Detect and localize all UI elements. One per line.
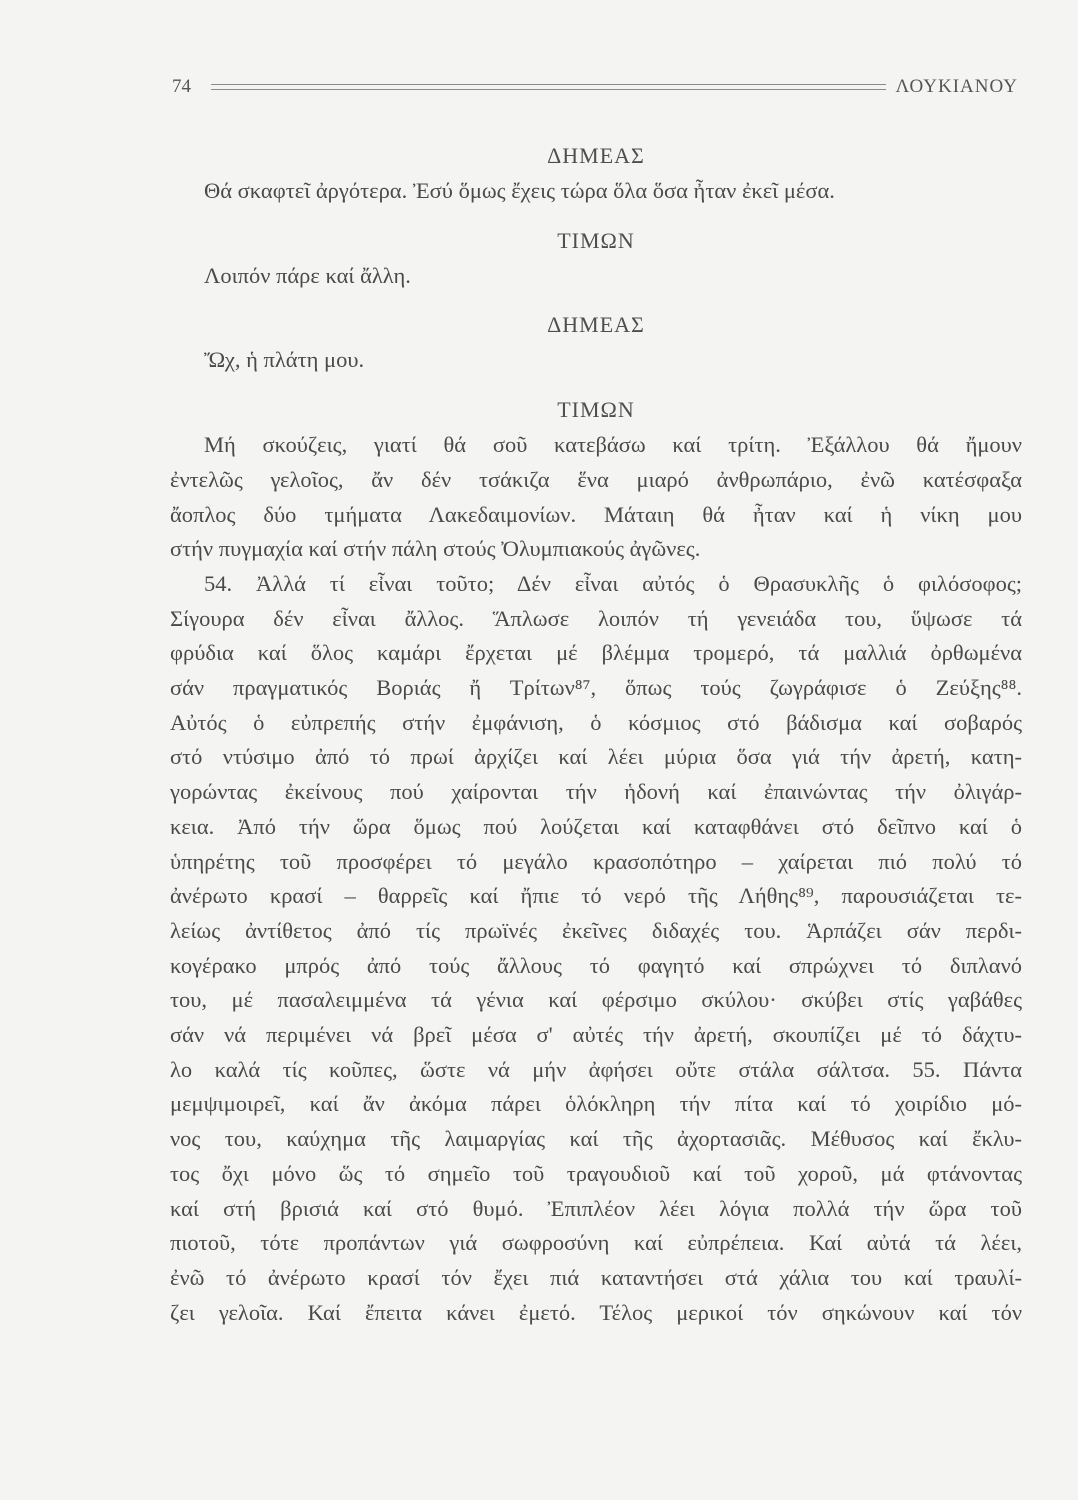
running-title: ΛΟΥΚΙΑΝΟΥ xyxy=(895,76,1018,97)
text-line: λο καλά τίς κοῦπες, ὥστε νά μήν ἀφήσει οὔτε στάλα σάλτσα. 55. Πάντα xyxy=(170,1056,1022,1082)
text-line: στήν πυγμαχία καί στήν πάλη στούς Ὀλυμπιακούς ἀγῶνες. xyxy=(170,536,701,562)
header-rule xyxy=(211,84,886,90)
running-head xyxy=(172,72,1018,102)
text-line: φρύδια καί ὅλος καμάρι ἔρχεται μέ βλέμμα τρομερό, τά μαλλιά ὀρθωμένα xyxy=(170,640,1022,666)
body-text xyxy=(170,138,1022,1330)
text-line: καί στή βρισιά καί στό θυμό. Ἐπιπλέον λέει λόγια πολλά τήν ὥρα τοῦ xyxy=(170,1195,1022,1221)
text-line: λείως ἀντίθετος ἀπό τίς πρωϊνές ἐκεῖνες διδαχές του. Ἁρπάζει σάν περδι- xyxy=(170,917,1022,943)
paragraph-timon-speech xyxy=(170,428,1022,567)
text-line: πιοτοῦ, τότε προπάντων γιά σωφροσύνη καί εὐπρέπεια. Καί αὐτά τά λέει, xyxy=(170,1230,1022,1256)
text-line: σάν πραγματικός Βοριάς ἤ Τρίτων⁸⁷, ὅπως τούς ζωγράφισε ὁ Ζεύξης⁸⁸. xyxy=(170,675,1022,701)
text-line: ἀνέρωτο κρασί – θαρρεῖς καί ἤπιε τό νερό τῆς Λήθης⁸⁹, παρουσιάζεται τε- xyxy=(170,883,1022,909)
text-line: ἐνῶ τό ἀνέρωτο κρασί τόν ἔχει πιά καταντήσει στά χάλια του καί τραυλί- xyxy=(170,1264,1022,1290)
text-line: Μή σκούζεις, γιατί θά σοῦ κατεβάσω καί τρίτη. Ἐξάλλου θά ἤμουν xyxy=(204,432,1022,458)
dialogue-line: Λοιπόν πάρε καί ἄλλη. xyxy=(204,262,411,288)
text-line: Αὐτός ὁ εὐπρεπής στήν ἐμφάνιση, ὁ κόσμιος στό βάδισμα καί σοβαρός xyxy=(170,709,1022,735)
text-line: κογέρακο μπρός ἀπό τούς ἄλλους τό φαγητό καί σπρώχνει τό διπλανό xyxy=(170,952,1022,978)
dialogue-line: Θά σκαφτεῖ ἀργότερα. Ἐσύ ὅμως ἔχεις τώρα ὅλα ὅσα ἦταν ἐκεῖ μέσα. xyxy=(204,178,835,203)
speaker-heading: ΤΙΜΩΝ xyxy=(557,397,635,423)
speaker-heading: ΔΗΜΕΑΣ xyxy=(547,312,645,338)
text-line: ὑπηρέτης τοῦ προσφέρει τό μεγάλο κρασοπότηρο – χαίρεται πιό πολύ τό xyxy=(170,848,1022,874)
text-line: 54. Ἀλλά τί εἶναι τοῦτο; Δέν εἶναι αὐτός ὁ Θρασυκλῆς ὁ φιλόσοφος; xyxy=(204,570,1022,596)
text-line: Σίγουρα δέν εἶναι ἄλλος. Ἅπλωσε λοιπόν τή γενειάδα του, ὕψωσε τά xyxy=(170,605,1022,631)
text-line: σάν νά περιμένει νά βρεῖ μέσα σ' αὐτές τήν ἀρετή, σκουπίζει μέ τό δάχτυ- xyxy=(170,1022,1022,1048)
text-line: ἄοπλος δύο τμήματα Λακεδαιμονίων. Μάταιη θά ἦταν καί ἡ νίκη μου xyxy=(170,501,1022,527)
text-line: τος ὄχι μόνο ὥς τό σημεῖο τοῦ τραγουδιοῦ καί τοῦ χοροῦ, μά φτάνοντας xyxy=(170,1160,1022,1186)
text-line: κεια. Ἀπό τήν ὥρα ὅμως πού λούζεται καί καταφθάνει στό δεῖπνο καί ὁ xyxy=(170,813,1022,839)
text-line: ζει γελοῖα. Καί ἔπειτα κάνει ἐμετό. Τέλος μερικοί τόν σηκώνουν καί τόν xyxy=(170,1299,1022,1325)
speaker-heading: ΔΗΜΕΑΣ xyxy=(547,143,645,168)
text-line: γορώντας ἐκείνους πού χαίρονται τήν ἡδονή καί ἐπαινώντας τήν ὀλιγάρ- xyxy=(170,779,1022,805)
text-line: ἐντελῶς γελοῖος, ἄν δέν τσάκιζα ἕνα μιαρό ἀνθρωπάριο, ἐνῶ κατέσφαξα xyxy=(170,466,1022,492)
page-number: 74 xyxy=(172,76,191,97)
text-line: στό ντύσιμο ἀπό τό πρωί ἀρχίζει καί λέει μύρια ὅσα γιά τήν ἀρετή, κατη- xyxy=(170,744,1022,770)
speaker-heading: ΤΙΜΩΝ xyxy=(557,227,635,253)
paragraph-54 xyxy=(170,567,1022,1330)
text-line: νος του, καύχημα τῆς λαιμαργίας καί τῆς ἀχορτασιᾶς. Μέθυσος καί ἔκλυ- xyxy=(170,1126,1022,1152)
dialogue-line: Ὤχ, ἡ πλάτη μου. xyxy=(204,347,365,373)
text-line: μεμψιμοιρεῖ, καί ἄν ἀκόμα πάρει ὁλόκληρη τήν πίτα καί τό χοιρίδιο μό- xyxy=(170,1091,1022,1117)
text-line: του, μέ πασαλειμμένα τά γένια καί φέρσιμο σκύλου· σκύβει στίς γαβάθες xyxy=(170,987,1022,1013)
